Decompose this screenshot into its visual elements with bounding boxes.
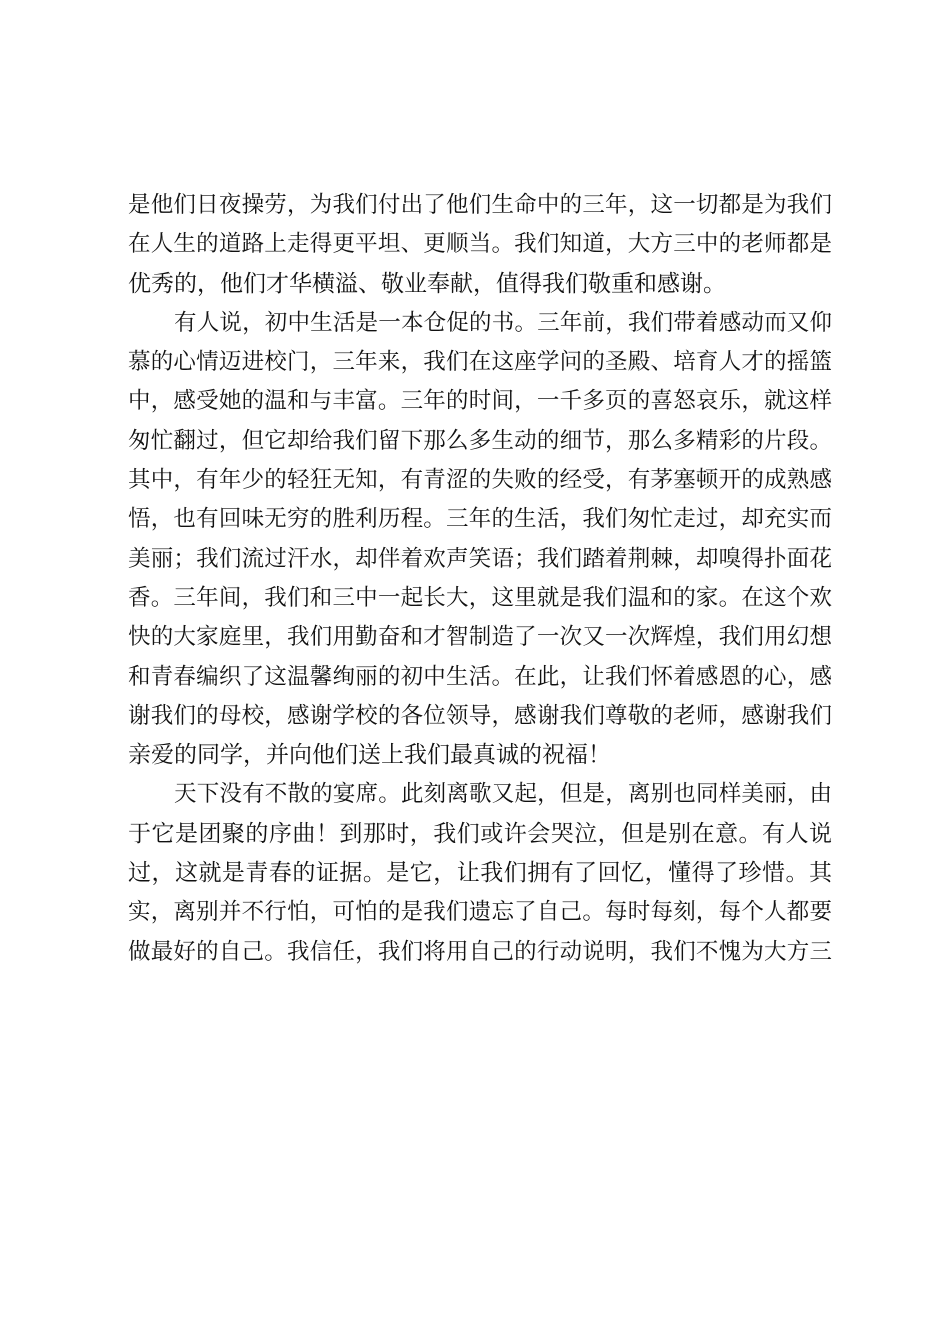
text-line: 和青春编织了这温馨绚丽的初中生活。在此，让我们怀着感恩的心，感 [128,663,832,690]
text-line: 匆忙翻过，但它却给我们留下那么多生动的细节，那么多精彩的片段。 [128,427,832,454]
text-line: 天下没有不散的宴席。此刻离歌又起，但是，离别也同样美丽，由 [174,781,832,808]
text-line: 谢我们的母校，感谢学校的各位领导，感谢我们尊敬的老师，感谢我们 [128,702,832,729]
text-line: 优秀的，他们才华横溢、敬业奉献，值得我们敬重和感谢。 [128,270,726,297]
text-line: 于它是团聚的序曲！到那时，我们或许会哭泣，但是别在意。有人说 [128,820,832,847]
text-line: 是他们日夜操劳，为我们付出了他们生命中的三年，这一切都是为我们 [128,192,832,218]
text-line: 悟，也有回味无穷的胜利历程。三年的生活，我们匆忙走过，却充实而 [128,506,832,533]
text-line: 中，感受她的温和与丰富。三年的时间，一千多页的喜怒哀乐，就这样 [128,388,832,415]
text-line: 香。三年间，我们和三中一起长大，这里就是我们温和的家。在这个欢 [128,584,832,611]
text-line: 快的大家庭里，我们用勤奋和才智制造了一次又一次辉煌，我们用幻想 [128,624,832,651]
text-line: 过，这就是青春的证据。是它，让我们拥有了回忆，懂得了珍惜。其 [128,860,832,887]
text-line: 慕的心情迈进校门，三年来，我们在这座学问的圣殿、培育人才的摇篮 [128,349,832,376]
text-line: 有人说，初中生活是一本仓促的书。三年前，我们带着感动而又仰 [174,309,832,336]
text-line: 实，离别并不行怕，可怕的是我们遗忘了自己。每时每刻，每个人都要 [128,899,832,926]
text-line: 做最好的自己。我信任，我们将用自己的行动说明，我们不愧为大方三 [128,938,832,965]
text-line: 亲爱的同学，并向他们送上我们最真诚的祝福！ [128,742,611,769]
text-line: 其中，有年少的轻狂无知，有青涩的失败的经受，有茅塞顿开的成熟感 [128,467,832,494]
text-line: 在人生的道路上走得更平坦、更顺当。我们知道，大方三中的老师都是 [128,231,832,258]
text-line: 美丽；我们流过汗水，却伴着欢声笑语；我们踏着荆棘，却嗅得扑面花 [128,545,832,572]
document-body [128,186,832,972]
